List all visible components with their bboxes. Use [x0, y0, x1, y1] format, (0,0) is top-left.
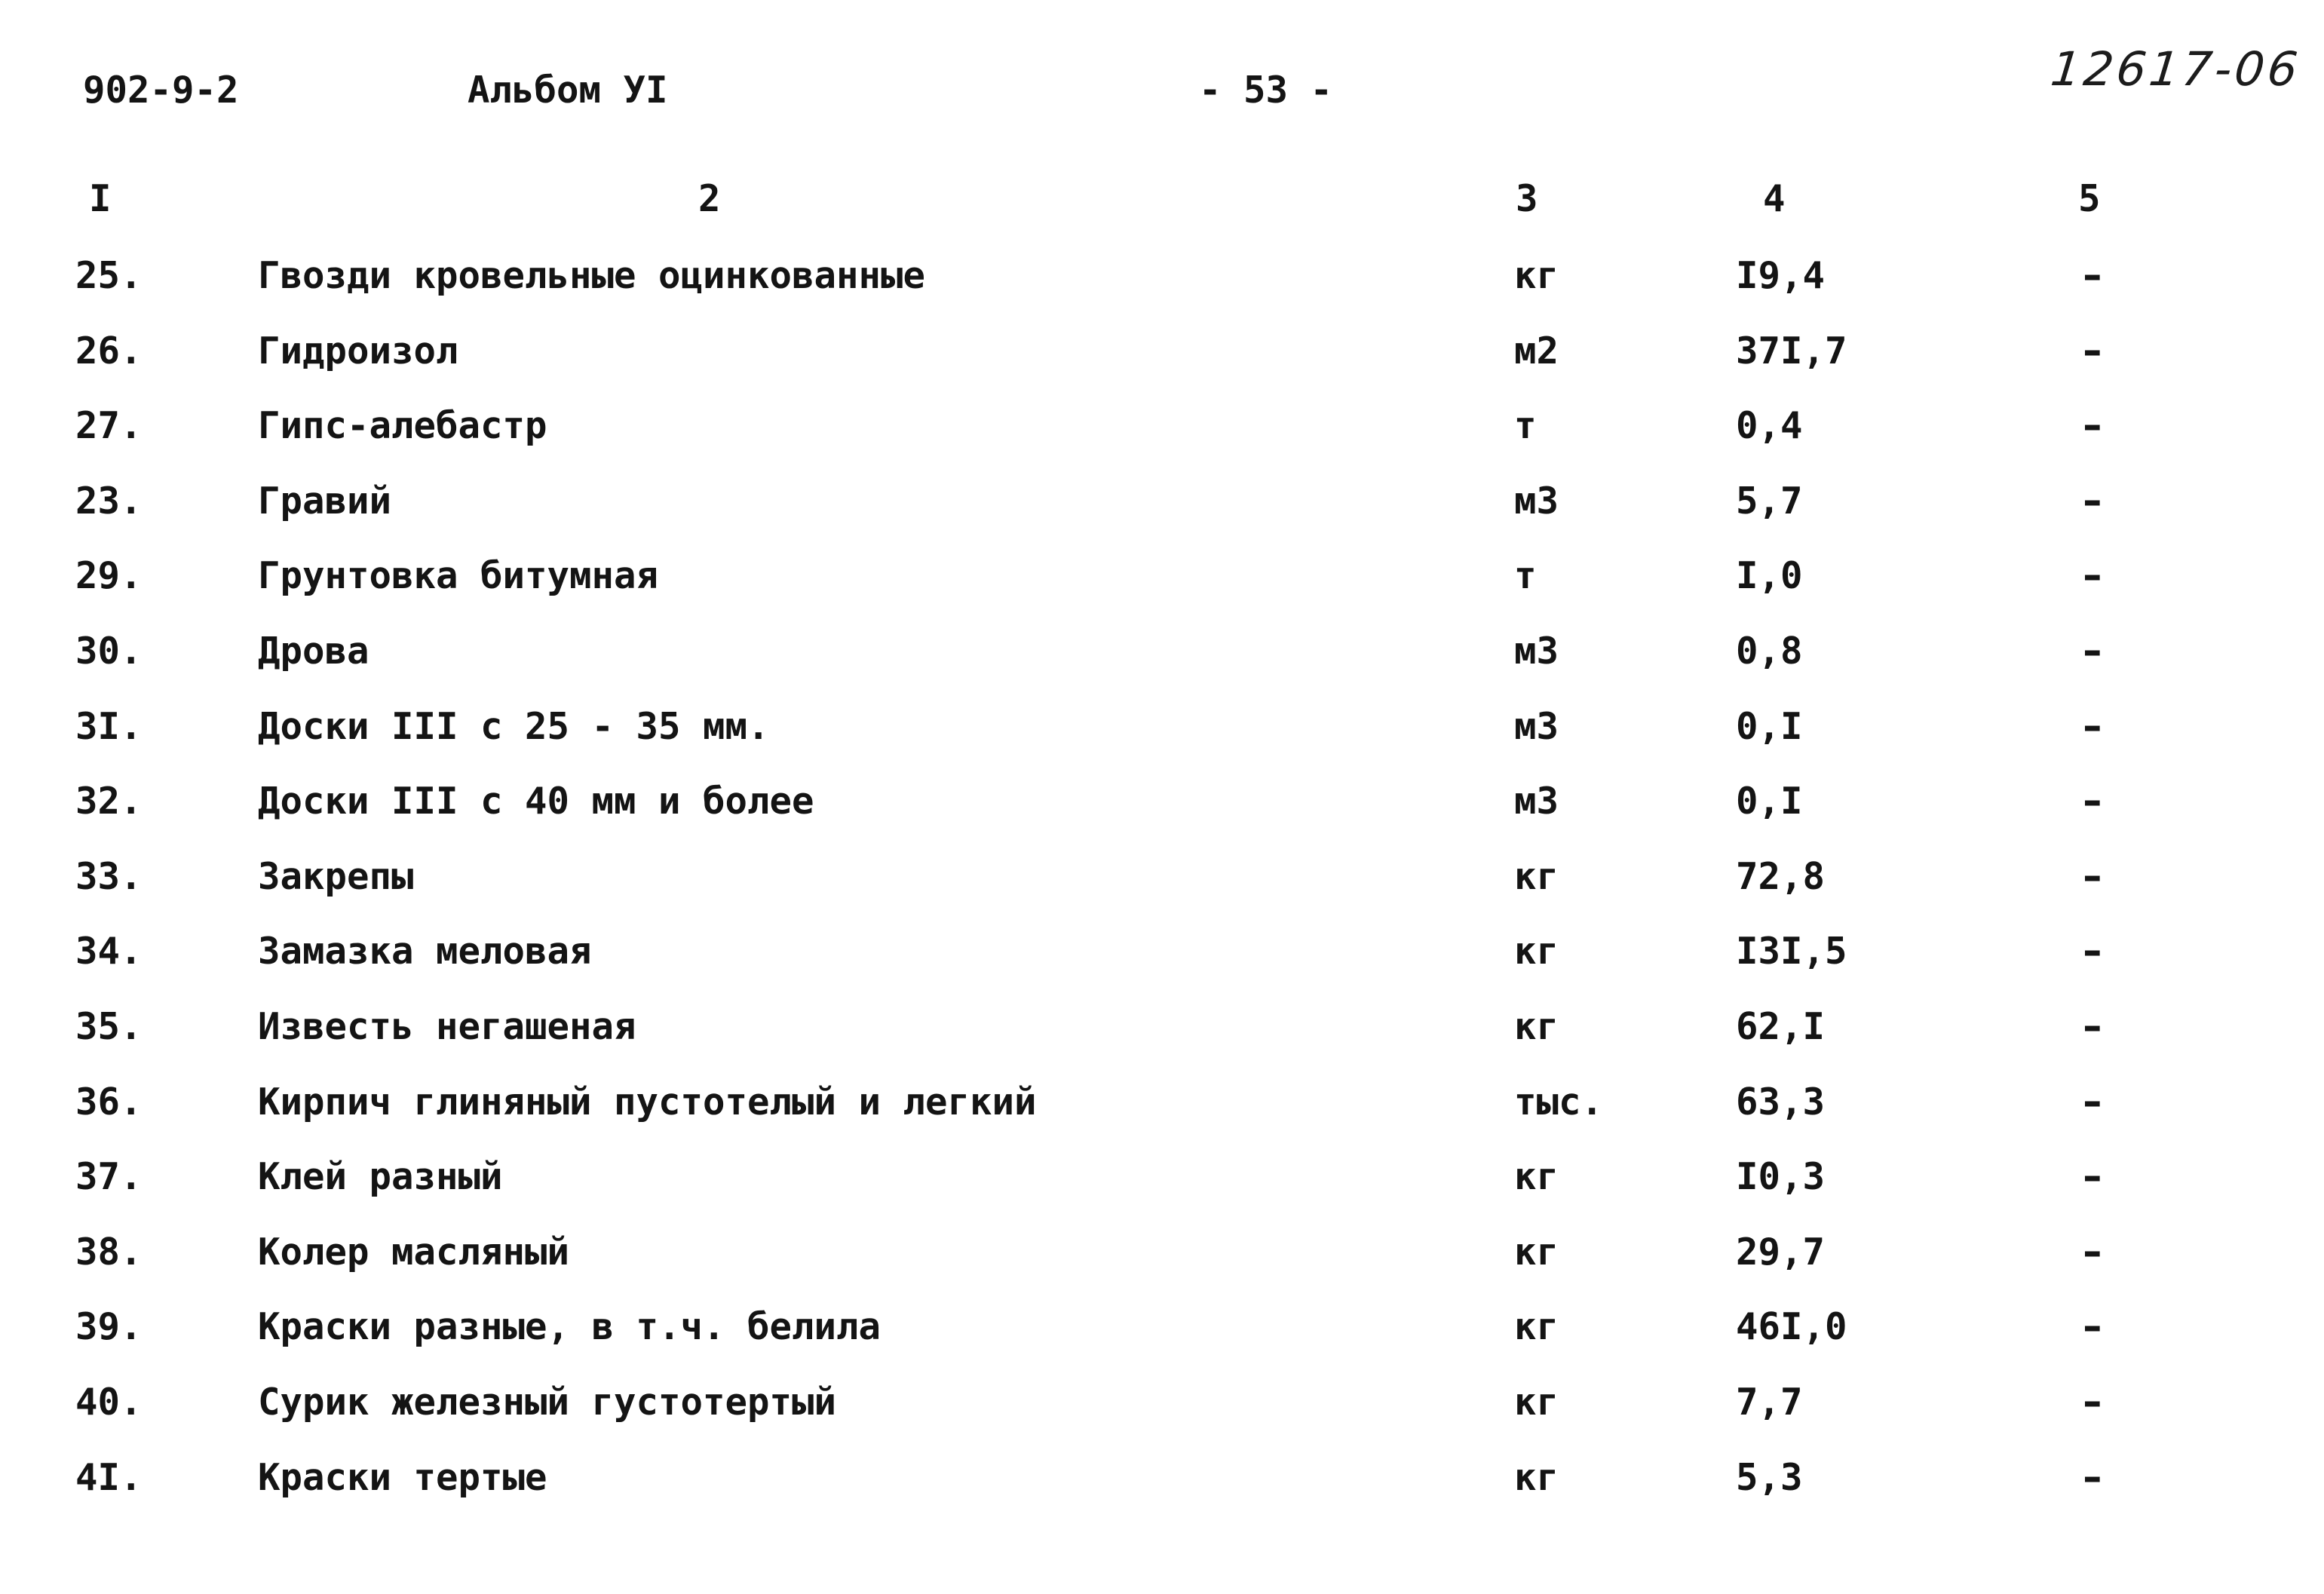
material-name: Дрова [258, 630, 369, 673]
material-name: Клей разный [258, 1155, 503, 1199]
unit-of-measure: кг [1514, 1455, 1559, 1499]
table-row [0, 929, 2324, 974]
table-row [0, 1230, 2324, 1275]
material-name: Гипс-алебастр [258, 404, 547, 448]
material-name: Замазка меловая [258, 930, 592, 973]
unit-of-measure: кг [1514, 1381, 1559, 1424]
row-number: 36. [75, 1080, 143, 1123]
material-name: Краски разные, в т.ч. белила [258, 1305, 881, 1349]
material-name: Сурик железный густотертый [258, 1381, 837, 1424]
table-row [0, 854, 2324, 900]
note-dash: - [2077, 1005, 2107, 1048]
album-title: Альбом УI [468, 69, 668, 112]
page-number: - 53 - [1199, 69, 1333, 112]
quantity: 0,I [1736, 780, 1803, 823]
row-number: 34. [75, 930, 143, 973]
column-header-2: 2 [698, 177, 721, 220]
unit-of-measure: кг [1514, 254, 1559, 297]
quantity: 0,I [1736, 704, 1803, 748]
note-dash: - [2077, 254, 2107, 297]
material-name: Грунтовка битумная [258, 554, 659, 598]
row-number: 4I. [75, 1455, 143, 1499]
material-name: Известь негашеная [258, 1005, 636, 1048]
material-name: Доски III с 40 мм и более [258, 780, 814, 823]
note-dash: - [2077, 554, 2107, 598]
table-row [0, 704, 2324, 749]
row-number: 33. [75, 854, 143, 898]
unit-of-measure: м2 [1514, 329, 1559, 372]
note-dash: - [2077, 1305, 2107, 1349]
note-dash: - [2077, 1381, 2107, 1424]
row-number: 39. [75, 1305, 143, 1349]
table-row [0, 479, 2324, 524]
material-name: Доски III с 25 - 35 мм. [258, 704, 770, 748]
quantity: 5,7 [1736, 479, 1803, 523]
material-name: Гравий [258, 479, 392, 523]
quantity: I9,4 [1736, 254, 1826, 297]
row-number: 35. [75, 1005, 143, 1048]
row-number: 32. [75, 780, 143, 823]
unit-of-measure: кг [1514, 1005, 1559, 1048]
unit-of-measure: т [1514, 554, 1537, 598]
note-dash: - [2077, 1455, 2107, 1499]
note-dash: - [2077, 854, 2107, 898]
table-row [0, 1154, 2324, 1200]
row-number: 37. [75, 1155, 143, 1199]
quantity: 63,3 [1736, 1080, 1826, 1123]
row-number: 23. [75, 479, 143, 523]
table-row [0, 253, 2324, 299]
column-header-4: 4 [1763, 177, 1786, 220]
material-name: Колер масляный [258, 1230, 570, 1274]
table-row [0, 1004, 2324, 1050]
material-name: Закрепы [258, 854, 414, 898]
table-row [0, 403, 2324, 449]
table-row [0, 1080, 2324, 1125]
unit-of-measure: м3 [1514, 780, 1559, 823]
unit-of-measure: м3 [1514, 704, 1559, 748]
row-number: 29. [75, 554, 143, 598]
quantity: 5,3 [1736, 1455, 1803, 1499]
note-dash: - [2077, 1230, 2107, 1274]
row-number: 40. [75, 1381, 143, 1424]
quantity: 37I,7 [1736, 329, 1847, 372]
note-dash: - [2077, 329, 2107, 372]
unit-of-measure: м3 [1514, 630, 1559, 673]
row-number: 3I. [75, 704, 143, 748]
unit-of-measure: кг [1514, 1305, 1559, 1349]
note-dash: - [2077, 479, 2107, 523]
unit-of-measure: кг [1514, 854, 1559, 898]
quantity: I3I,5 [1736, 930, 1847, 973]
handwritten-inventory-number: 12617-06 [2048, 41, 2304, 97]
row-number: 38. [75, 1230, 143, 1274]
row-number: 26. [75, 329, 143, 372]
note-dash: - [2077, 404, 2107, 448]
table-row [0, 1455, 2324, 1501]
unit-of-measure: кг [1514, 930, 1559, 973]
unit-of-measure: тыс. [1514, 1080, 1604, 1123]
material-name: Краски тертые [258, 1455, 547, 1499]
note-dash: - [2077, 630, 2107, 673]
unit-of-measure: кг [1514, 1155, 1559, 1199]
table-row [0, 1380, 2324, 1425]
note-dash: - [2077, 1155, 2107, 1199]
document-code: 902-9-2 [83, 69, 239, 112]
quantity: 72,8 [1736, 854, 1826, 898]
column-header-3: 3 [1516, 177, 1538, 220]
note-dash: - [2077, 704, 2107, 748]
note-dash: - [2077, 780, 2107, 823]
quantity: 0,4 [1736, 404, 1803, 448]
row-number: 27. [75, 404, 143, 448]
quantity: I,0 [1736, 554, 1803, 598]
quantity: 62,I [1736, 1005, 1826, 1048]
material-name: Гвозди кровельные оцинкованные [258, 254, 926, 297]
material-name: Кирпич глиняный пустотелый и легкий [258, 1080, 1037, 1123]
table-row [0, 779, 2324, 824]
quantity: 7,7 [1736, 1381, 1803, 1424]
quantity: 29,7 [1736, 1230, 1826, 1274]
unit-of-measure: т [1514, 404, 1537, 448]
unit-of-measure: м3 [1514, 479, 1559, 523]
quantity: 46I,0 [1736, 1305, 1847, 1349]
row-number: 30. [75, 630, 143, 673]
row-number: 25. [75, 254, 143, 297]
column-header-5: 5 [2078, 177, 2101, 220]
note-dash: - [2077, 1080, 2107, 1123]
note-dash: - [2077, 930, 2107, 973]
table-row [0, 1304, 2324, 1350]
quantity: 0,8 [1736, 630, 1803, 673]
material-name: Гидроизол [258, 329, 458, 372]
table-row [0, 629, 2324, 674]
table-row [0, 553, 2324, 599]
quantity: I0,3 [1736, 1155, 1826, 1199]
unit-of-measure: кг [1514, 1230, 1559, 1274]
table-row [0, 329, 2324, 374]
column-header-1: I [89, 177, 112, 220]
